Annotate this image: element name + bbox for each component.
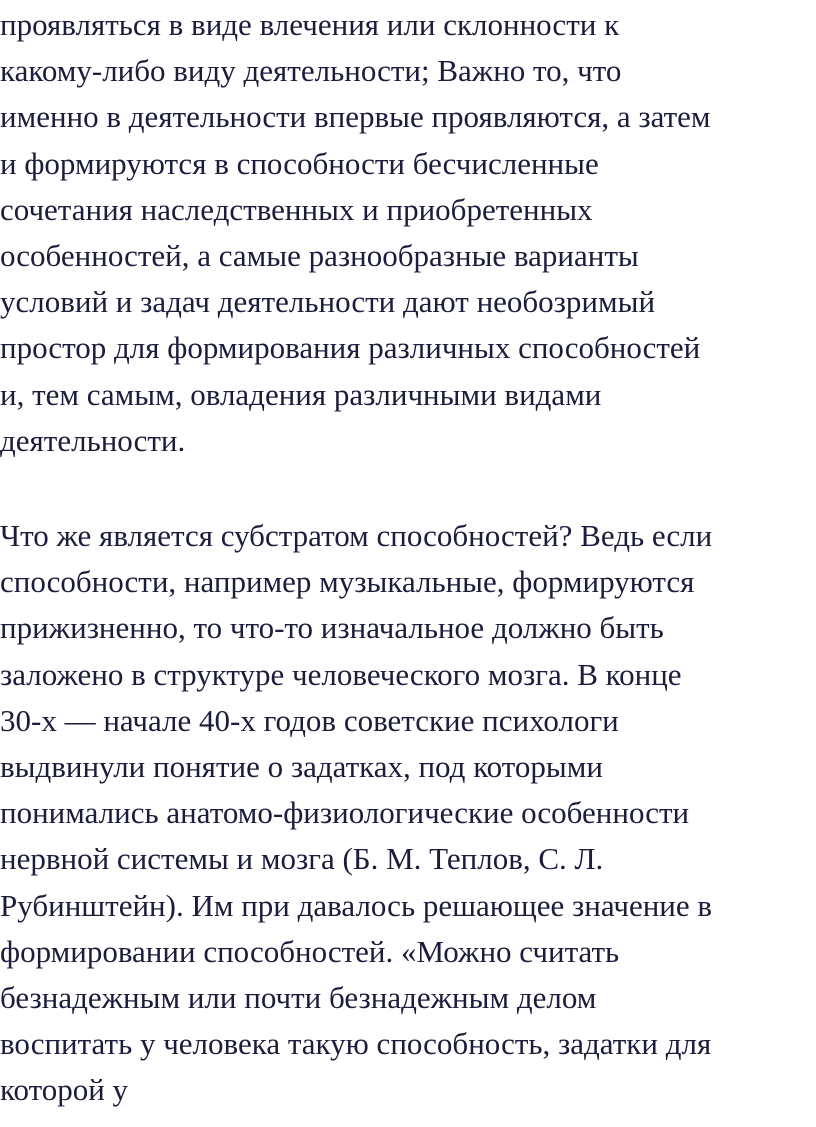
text-line: простор для формирования различных способностей	[0, 330, 701, 366]
text-line: и, тем самым, овладения различными видами	[0, 376, 602, 412]
text-line: способности, например музыкальные, формируются	[0, 564, 695, 600]
text-line: безнадежным или почти безнадежным делом	[0, 979, 597, 1015]
text-line: Что же является субстратом способностей? Ведь если	[0, 518, 713, 553]
text-line: нервной системы и мозга (Б. М. Теплов, С. Л.	[0, 841, 604, 877]
text-line: именно в деятельности впервые проявляются, а затем	[0, 99, 711, 135]
text-line: деятельности.	[0, 422, 186, 458]
text-line: выдвинули понятие о задатках, под которыми	[0, 748, 603, 784]
text-line: и формируются в способности бесчисленные	[0, 145, 599, 181]
text-line: особенностей, а самые разнообразные варианты	[0, 237, 639, 273]
text-line: Рубинштейн). Им при давалось решающее значение в	[0, 887, 713, 923]
text-line: какому-либо виду деятельности; Важно то, что	[0, 53, 622, 89]
text-line: воспитать у человека такую способность, задатки для	[0, 1026, 712, 1062]
text-line: сочетания наследственных и приобретенных	[0, 191, 593, 227]
text-line: проявляться в виде влечения или склонности к	[0, 7, 620, 42]
paragraph-1	[0, 2, 816, 464]
paragraph-2	[0, 513, 816, 1113]
text-line: 30-х — начале 40-х годов советские психологи	[0, 702, 619, 738]
text-line: понимались анатомо-физиологические особенности	[0, 795, 690, 831]
text-line: заложено в структуре человеческого мозга. В конце	[0, 656, 682, 692]
text-line: условий и задач деятельности дают необозримый	[0, 284, 656, 320]
text-line: формировании способностей. «Можно считать	[0, 933, 620, 969]
text-line: прижизненно, то что-то изначальное должно быть	[0, 610, 664, 646]
text-line: которой у	[0, 1072, 129, 1108]
